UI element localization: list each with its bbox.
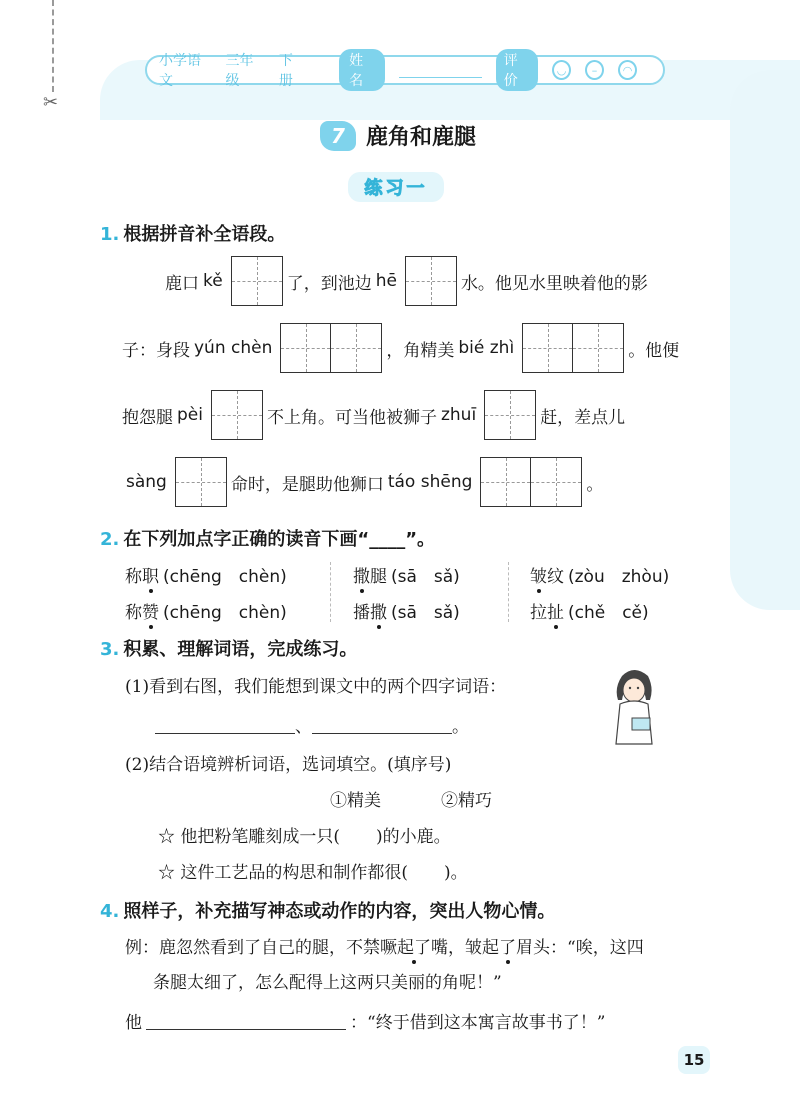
writing-grid[interactable] bbox=[405, 256, 457, 306]
q1-line-4 bbox=[122, 457, 603, 507]
q3-options bbox=[330, 786, 492, 811]
pinyin: pèi bbox=[177, 405, 203, 425]
question-number: 3. bbox=[100, 639, 120, 660]
q4-example-cont: 条腿太细了，怎么配得上这两只美丽的角呢！” bbox=[153, 973, 502, 993]
writing-grid[interactable] bbox=[231, 256, 283, 306]
option-1: ①精美 bbox=[330, 791, 381, 811]
answer-blank[interactable] bbox=[146, 1012, 346, 1030]
header-bar bbox=[145, 53, 665, 89]
q3-answer-line bbox=[155, 712, 469, 737]
q1-line-3 bbox=[122, 390, 625, 440]
lesson-title bbox=[320, 120, 476, 151]
text: ，角精美 bbox=[386, 340, 455, 361]
text: 了，到池边 bbox=[286, 273, 372, 294]
q2-item[interactable]: 称赞 (chēng chèn) bbox=[125, 603, 287, 623]
separator: 、 bbox=[295, 717, 312, 737]
name-label: 姓名 bbox=[339, 49, 385, 91]
writing-grid[interactable] bbox=[280, 323, 382, 373]
text: 水。他见水里映着他的影 bbox=[460, 273, 648, 294]
pinyin: hē bbox=[375, 271, 397, 291]
side-band bbox=[730, 70, 800, 610]
dotted-text: 皱起了眉头 bbox=[465, 933, 550, 958]
text: 抱怨腿 bbox=[122, 407, 173, 428]
writing-grid[interactable] bbox=[522, 323, 624, 373]
pinyin: zhuī bbox=[440, 405, 477, 425]
dotted-text: 噘起了嘴 bbox=[380, 933, 448, 958]
q1-line-1 bbox=[165, 256, 648, 306]
text: 鹿口 bbox=[165, 273, 199, 294]
question-title: 在下列加点字正确的读音下画“____”。 bbox=[123, 529, 436, 550]
neutral-face-icon[interactable]: – bbox=[585, 60, 604, 80]
column-divider bbox=[508, 562, 509, 622]
question-number: 1. bbox=[100, 224, 120, 245]
pinyin: táo shēng bbox=[387, 472, 473, 492]
q2-item[interactable]: 称职 (chēng chèn) bbox=[125, 567, 287, 587]
q2-item[interactable]: 皱纹 (zòu zhòu) bbox=[530, 567, 670, 587]
question-title: 照样子，补充描写神态或动作的内容，突出人物心情。 bbox=[123, 901, 556, 922]
pinyin: yún chèn bbox=[194, 338, 273, 358]
q4-answer: 他 ：“终于借到这本寓言故事书了！” bbox=[125, 1013, 606, 1033]
eval-label: 评价 bbox=[496, 49, 538, 91]
question-title: 根据拼音补全语段。 bbox=[123, 224, 286, 245]
text: 。他便 bbox=[628, 340, 680, 361]
writing-grid[interactable] bbox=[484, 390, 536, 440]
lesson-number: 7 bbox=[320, 121, 356, 151]
period: 。 bbox=[452, 717, 469, 737]
term-label: 下册 bbox=[278, 53, 293, 89]
q2-item[interactable]: 拉扯 (chě cě) bbox=[530, 603, 649, 623]
question-2-heading bbox=[100, 525, 435, 551]
option-2: ②精巧 bbox=[441, 791, 492, 811]
pinyin: sàng bbox=[126, 472, 167, 492]
question-title: 积累、理解词语，完成练习。 bbox=[123, 639, 358, 660]
q3-sentence-2: ☆ 这件工艺品的构思和制作都很( )。 bbox=[158, 863, 468, 883]
q4-example: 例：鹿忽然看到了自己的腿，不禁 噘起了嘴 ， 皱起了眉头 ：“唉，这四 bbox=[125, 933, 644, 958]
text: 子：身段 bbox=[122, 340, 190, 361]
text: 命时，是腿助他狮口 bbox=[230, 474, 384, 495]
smile-face-icon[interactable]: ◡ bbox=[552, 60, 571, 80]
scissors-icon: ✂ bbox=[43, 92, 59, 113]
cut-line bbox=[52, 0, 54, 92]
q2-item[interactable]: 撒腿 (sā sǎ) bbox=[353, 567, 460, 587]
question-3-heading bbox=[100, 635, 357, 661]
grade-label: 三年级 bbox=[225, 53, 254, 89]
writing-grid[interactable] bbox=[175, 457, 227, 507]
lesson-title-text: 鹿角和鹿腿 bbox=[366, 125, 477, 150]
text: 赶，差点儿 bbox=[540, 407, 626, 428]
question-4-heading bbox=[100, 897, 555, 923]
writing-grid[interactable] bbox=[480, 457, 582, 507]
girl-illustration bbox=[606, 666, 662, 746]
q3-part-1: (1)看到右图，我们能想到课文中的两个四字词语： bbox=[125, 677, 507, 697]
text: 不上角。可当他被狮子 bbox=[266, 407, 437, 428]
q3-part-2: (2)结合语境辨析词语，选词填空。(填序号) bbox=[125, 755, 452, 775]
q1-line-2 bbox=[122, 323, 679, 373]
pinyin: kě bbox=[203, 271, 223, 291]
question-1-heading bbox=[100, 220, 285, 246]
name-field[interactable] bbox=[399, 62, 481, 78]
subject-label: 小学语文 bbox=[159, 53, 201, 89]
pinyin: bié zhì bbox=[458, 338, 515, 358]
answer-blank[interactable] bbox=[312, 716, 452, 734]
question-number: 4. bbox=[100, 901, 120, 922]
sad-face-icon[interactable]: ◠ bbox=[618, 60, 637, 80]
text: 。 bbox=[586, 474, 604, 495]
answer-blank[interactable] bbox=[155, 716, 295, 734]
page-number: 15 bbox=[678, 1046, 710, 1074]
q3-sentence-1: ☆ 他把粉笔雕刻成一只( )的小鹿。 bbox=[158, 827, 451, 847]
column-divider bbox=[330, 562, 331, 622]
practice-tag: 练习一 bbox=[348, 172, 444, 202]
writing-grid[interactable] bbox=[211, 390, 263, 440]
q2-item[interactable]: 播撒 (sā sǎ) bbox=[353, 603, 460, 623]
question-number: 2. bbox=[100, 529, 120, 550]
